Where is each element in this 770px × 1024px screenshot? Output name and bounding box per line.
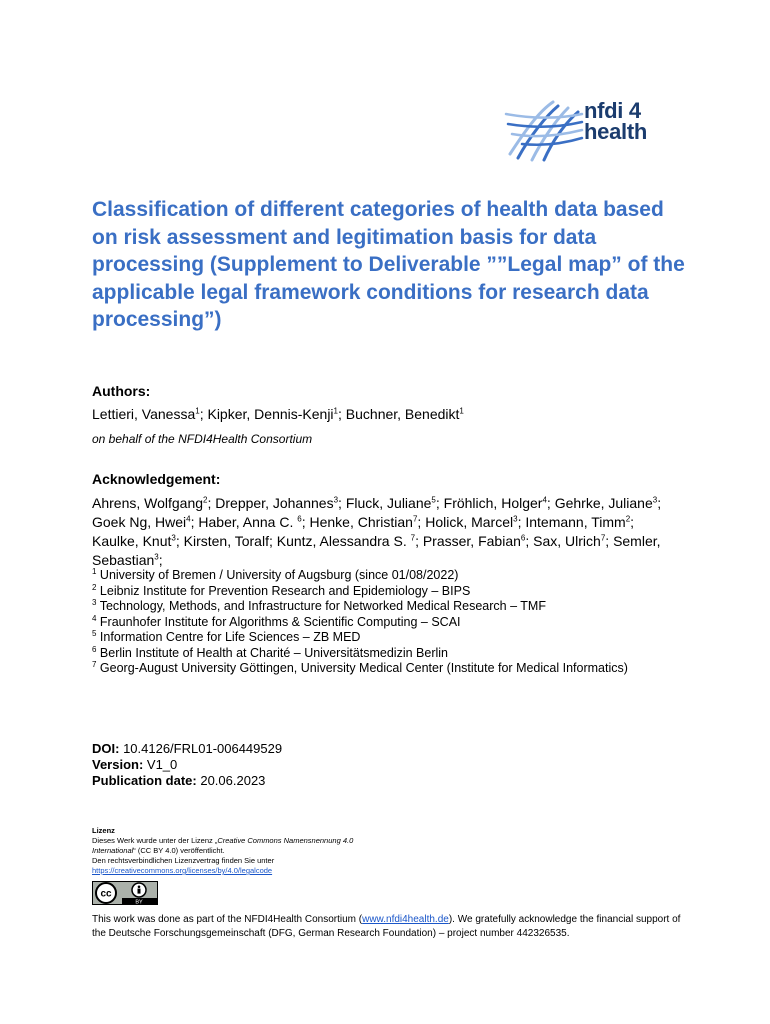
affiliation-number: 3 [92,597,97,607]
affiliation-sup: 3 [333,495,339,505]
acknowledged-person: Gehrke, Juliane [554,495,653,511]
publication-meta [92,741,282,789]
authors-heading: Authors: [92,383,151,399]
affiliation-sup: 7 [412,514,418,524]
acknowledged-person: Haber, Anna C. [198,514,298,530]
acknowledgement-heading: Acknowledgement: [92,471,221,487]
affiliation-item [92,630,682,646]
version-line [92,757,282,773]
author-name: Buchner, Benedikt [345,406,460,422]
author-affiliation-sup: 1 [459,406,464,416]
acknowledged-person: Fluck, Juliane [345,495,432,511]
cc-badge-text: cc [100,888,112,900]
doi-line [92,741,282,757]
consortium-note: on behalf of the NFDI4Health Consortium [92,432,313,446]
author-affiliation-sup: 1 [195,406,200,416]
acknowledged-person: Holick, Marcel [425,514,514,530]
affiliation-number: 1 [92,566,97,576]
authors-list [92,406,464,422]
affiliation-sup: 7 [600,533,606,543]
author-name: Kipker, Dennis-Kenji [207,406,334,422]
affiliation-item [92,599,682,615]
acknowledged-person: Kirsten, Toralf [183,533,269,549]
by-badge-text: BY [135,899,143,905]
date-line [92,773,282,789]
acknowledged-person: Kuntz, Alessandra S. [276,533,411,549]
acknowledged-person: Sax, Ulrich [533,533,601,549]
license-block [92,826,362,876]
affiliation-sup: 2 [203,495,208,505]
affiliation-sup: 3 [652,495,658,505]
acknowledged-person: Intemann, Timm [525,514,626,530]
author-separator: ; [338,406,346,422]
acknowledged-person: Ahrens, Wolfgang [92,495,204,511]
author-name: Lettieri, Vanessa [92,406,196,422]
acknowledged-person: Drepper, Johannes [215,495,334,511]
author-affiliation-sup: 1 [333,406,338,416]
version-label: Version: [92,757,144,772]
doi-value: 10.4126/FRL01-006449529 [119,741,283,756]
affiliation-item [92,661,682,677]
logo-wordmark-line2: health [584,119,647,144]
funding-note [92,913,684,940]
license-contract-note: Den rechtsverbindlichen Lizenzvertrag finden Sie unter [92,856,275,865]
affiliation-item [92,646,682,662]
affiliation-number: 7 [92,659,97,669]
affiliation-number: 4 [92,613,97,623]
license-link[interactable]: https://creativecommons.org/licenses/by/4.0/legalcode [92,866,273,875]
logo-wordmark [584,100,647,142]
affiliation-sup: 3 [171,533,176,543]
license-text-pre: Dieses Werk wurde unter der Lizenz „ [92,836,218,845]
version-value: V1_0 [143,757,178,772]
affiliation-text: Leibniz Institute for Prevention Research and Epidemiology – BIPS [96,583,471,598]
acknowledgement-list: Ahrens, Wolfgang$^2$; Drepper, Johannes$^3$; Fluck, Juliane$^5$; Fröhlich, Holger$^4$; Gehrke, Juliane$^3$; Goek Ng, Hwei$^4$; Haber, Anna C. $^6$; Henke, Christian$^7$; Holick, Marcel$^3$; Intemann, Timm$^2$; Kaulke, Knut$^3$; Kirsten, Toralf; Kuntz, Alessandra S. $^7$; Prasser, Fabian$^6$; Sax, Ulrich$^7$; Semler, Sebastian$^3$; [92,495,662,568]
affiliations-list [92,568,682,677]
acknowledged-person: Prasser, Fabian [422,533,521,549]
affiliation-sup: 6 [520,533,526,543]
affiliation-sup: 2 [625,514,631,524]
license-text-post: “ (CC BY 4.0) veröffentlicht. [133,846,225,855]
acknowledged-person: Kaulke, Knut [92,533,172,549]
affiliation-sup: 4 [186,514,191,524]
acknowledged-person: Goek Ng, Hwei [92,514,187,530]
date-value: 20.06.2023 [196,773,266,788]
affiliation-item [92,568,682,584]
nfdi4health-website-link[interactable]: www.nfdi4health.de [362,914,449,925]
affiliation-text: University of Bremen / University of Augsburg (since 01/08/2022) [96,568,459,582]
affiliation-sup: 3 [513,514,518,524]
nfdi4health-logo-icon [498,94,584,164]
affiliation-text: Information Centre for Life Sciences – ZB MED [96,630,361,644]
affiliation-number: 5 [92,628,97,638]
cc-by-badge-icon[interactable] [92,881,158,905]
affiliation-number: 6 [92,644,97,654]
doi-label: DOI: [92,741,120,756]
license-heading: Lizenz [92,826,115,835]
affiliation-sup: 7 [410,533,416,543]
acknowledged-person: Henke, Christian [309,514,413,530]
logo-wordmark-line1: nfdi 4 [584,98,641,123]
affiliation-item [92,615,682,631]
nfdi4health-logo [498,94,683,164]
affiliation-text: Technology, Methods, and Infrastructure for Networked Medical Research – TMF [96,599,546,613]
affiliation-sup: 6 [297,514,302,524]
license-name: Creative Commons Namensnennung 4.0 International [92,836,354,855]
affiliation-text: Georg-August University Göttingen, University Medical Center (Institute for Medical Informatics) [96,661,628,675]
acknowledged-person: Fröhlich, Holger [443,495,543,511]
funding-text-pre: This work was done as part of the NFDI4Health Consortium ( [92,914,363,925]
affiliation-item [92,584,682,600]
affiliation-number: 2 [92,582,97,592]
document-title: Classification of different categories of health data based on risk assessment and legitimation basis for data processing (Supplement to Deliverable ””Legal map” of the applicable legal framework conditions for research data processing”) [92,198,685,331]
affiliation-text: Berlin Institute of Health at Charité – Universitätsmedizin Berlin [96,645,448,660]
date-label: Publication date: [92,773,197,788]
acknowledged-person: Semler, Sebastian [92,533,661,568]
affiliation-text: Fraunhofer Institute for Algorithms & Scientific Computing – SCAI [96,614,461,629]
funding-text-post: ). We gratefully acknowledge the financial support of the Deutsche Forschungsgemeinschaft (DFG, German Research Foundation) – project number 442326535. [92,914,681,939]
affiliation-sup: 5 [431,495,436,505]
author-separator: ; [199,406,208,422]
license-text [92,836,362,856]
affiliation-sup: 4 [542,495,547,505]
affiliation-sup: 3 [154,552,159,562]
